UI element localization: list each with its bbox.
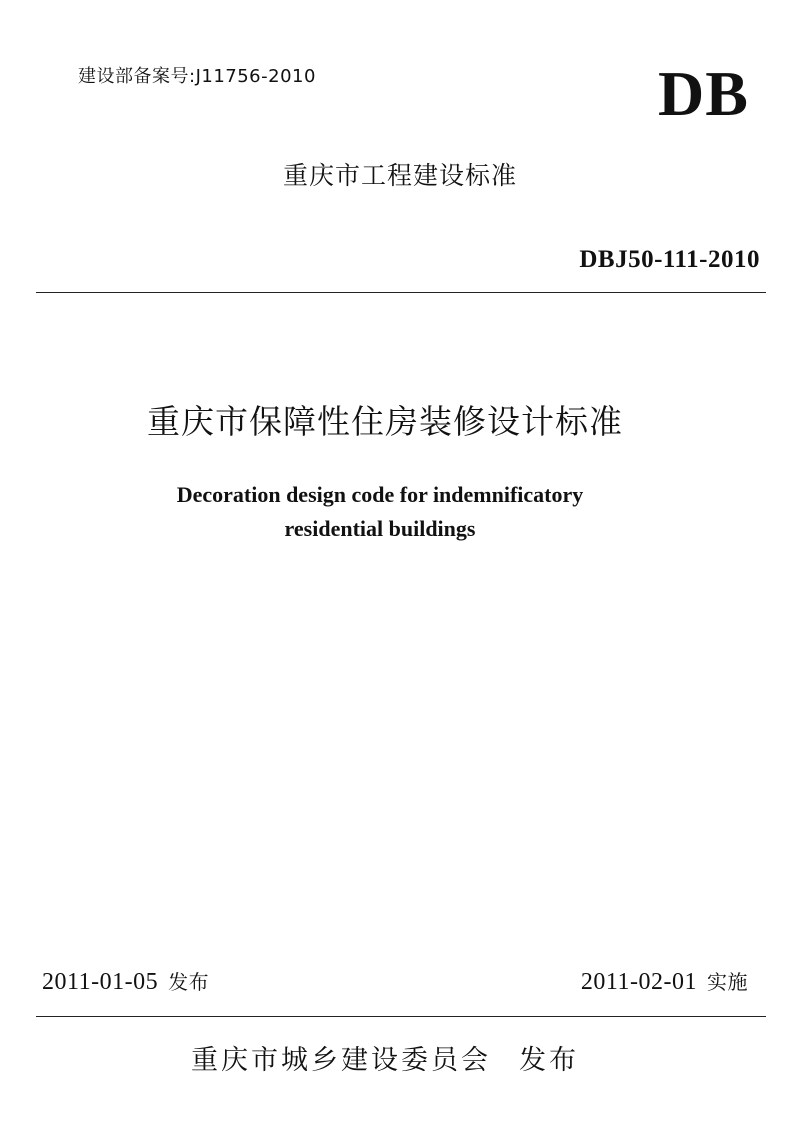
standard-category: 重庆市工程建设标准 [282, 161, 517, 190]
title-chinese: 重庆市保障性住房装修设计标准 [147, 402, 623, 441]
record-number: 建设部备案号:J11756-2010 [78, 66, 316, 87]
issue-date: 2011-01-05 [42, 969, 159, 995]
top-divider [36, 292, 766, 293]
issue-label: 发布 [168, 970, 210, 994]
bottom-divider [36, 1016, 766, 1017]
title-english-line2: residential buildings [284, 516, 476, 541]
publish-label: 发布 [519, 1045, 579, 1076]
db-standard-mark: DB [658, 58, 749, 129]
issue-date-group [42, 966, 209, 996]
implement-label: 实施 [707, 970, 748, 994]
publisher-line [0, 1038, 770, 1077]
implement-date-group [581, 966, 748, 996]
implement-date: 2011-02-01 [580, 969, 697, 995]
title-english-line1: Decoration design code for indemnificatory [176, 482, 584, 507]
publisher-name: 重庆市城乡建设委员会 [191, 1045, 491, 1076]
standard-code: DBJ50-111-2010 [579, 246, 760, 273]
